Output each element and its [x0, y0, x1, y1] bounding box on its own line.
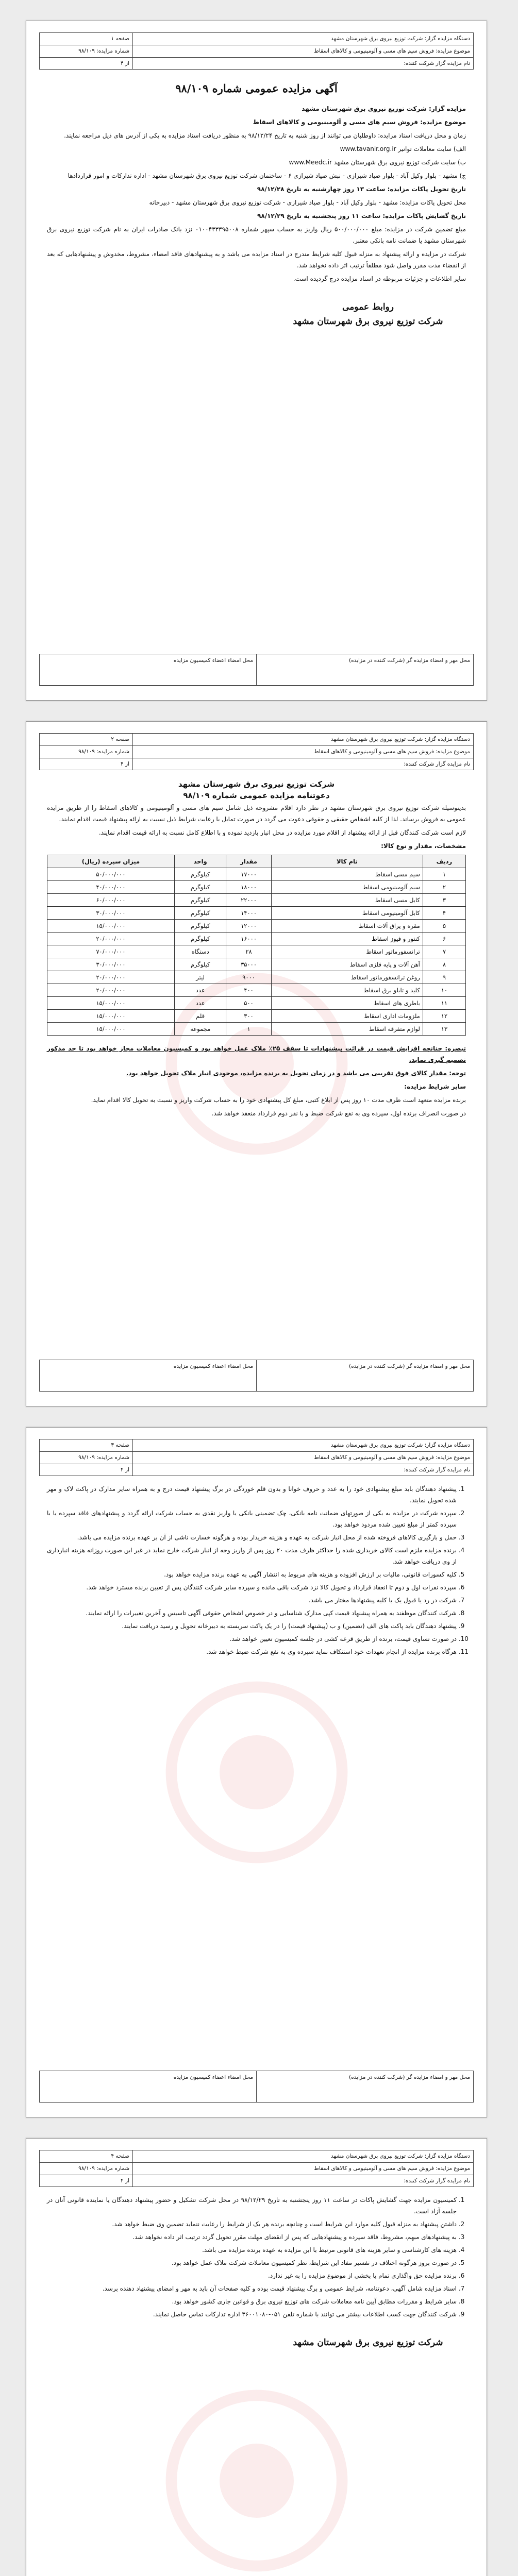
list-item: 8. شرکت کنندگان موظفند به همراه پیشنهاد قیمت کپی مدارک شناسایی و در خصوص اشخاص حقوقی آگهی تاسیس و آخرین تغییرات را ارائه نمایند.: [47, 1607, 457, 1619]
page-title: آگهی مزایده عمومی شماره ۹۸/۱۰۹: [175, 82, 338, 95]
table-row: [47, 971, 466, 984]
table-cell: کابل آلومینیومی اسقاط: [271, 907, 423, 920]
table-row: [47, 958, 466, 971]
table-cell: ۲۰/۰۰۰/۰۰۰: [47, 971, 175, 984]
signature-box: [39, 654, 474, 686]
table-cell: کیلوگرم: [174, 894, 226, 907]
table-cell: ۵۰۰: [226, 997, 271, 1010]
table-cell: لوازم متفرقه اسقاط: [271, 1023, 423, 1036]
list-item: 6. برنده مزایده حق واگذاری تمام یا بخشی از موضوع مزایده را به غیر ندارد.: [47, 2270, 457, 2281]
table-cell: ۱۵/۰۰۰/۰۰۰: [47, 920, 175, 933]
signature-box: [39, 2071, 474, 2103]
bidder-name: نام مزایده گزار شرکت کننده:: [404, 60, 470, 66]
watermark-icon: [164, 1680, 349, 1865]
page-1: [26, 21, 487, 701]
paragraph: الف) سایت معاملات توانیر www.tavanir.org.ir: [340, 145, 466, 152]
tender-number: شماره مزایده: ۹۸/۱۰۹: [40, 746, 132, 758]
table-caption: مشخصات، مقدار و نوع کالا:: [381, 842, 466, 850]
list-item: 8. سایر شرایط و مقررات مطابق آیین نامه معاملات شرکت های توزیع نیروی برق و قوانین جاری کشور خواهد بود.: [47, 2296, 457, 2307]
note: تبصره: چنانچه افزایش قیمت در قرائت پیشنهادات تا سقف ۲۵٪ ملاک عمل خواهد بود و کمیسیون معاملات مجاز خواهد بود تا حد مذکور تصمیم گیری نماید.: [47, 1045, 466, 1063]
table-row: [47, 984, 466, 997]
table-row: [47, 907, 466, 920]
invitation-heading: دعوتنامه مزایده عمومی شماره ۹۸/۱۰۹: [183, 791, 330, 800]
page-4: [26, 2138, 487, 2576]
table-cell: ۳۵۰۰۰: [226, 958, 271, 971]
table-cell: ۴۰۰: [226, 984, 271, 997]
table-cell: کلید و تابلو برق اسقاط: [271, 984, 423, 997]
table-cell: ۶۰/۰۰۰/۰۰۰: [47, 894, 175, 907]
table-cell: ۵: [423, 920, 465, 933]
table-cell: ۲۲۰۰۰: [226, 894, 271, 907]
org-name: دستگاه مزایده گزار: شرکت توزیع نیروی برق شهرستان مشهد: [133, 734, 473, 746]
paragraph: تاریخ تحویل پاکات مزایده: ساعت ۱۳ روز چهارشنبه به تاریخ ۹۸/۱۲/۲۸: [257, 185, 466, 193]
table-cell: قلم: [174, 1010, 226, 1023]
column-header: مقدار: [226, 855, 271, 868]
conditions-list: [47, 1483, 466, 1657]
table-row: [47, 920, 466, 933]
table-cell: ۴: [423, 907, 465, 920]
paragraph: تاریخ گشایش پاکات مزایده: ساعت ۱۱ روز پنجشنبه به تاریخ ۹۸/۱۲/۲۹: [257, 212, 466, 219]
table-cell: ۵۰/۰۰۰/۰۰۰: [47, 868, 175, 881]
paragraph: محل تحویل پاکات مزایده: مشهد - بلوار وکیل آباد - بلوار صیاد شیرازی - شرکت توزیع نیروی برق شهرستان مشهد - دبیرخانه: [149, 199, 466, 206]
watermark-icon: [164, 2388, 349, 2573]
table-cell: کیلوگرم: [174, 958, 226, 971]
table-cell: سیم مسی اسقاط: [271, 868, 423, 881]
bidder-signature: محل مهر و امضاء مزایده گر (شرکت کننده در مزایده): [256, 654, 473, 685]
list-item: 5. در صورت بروز هرگونه اختلاف در تفسیر مفاد این شرایط، نظر کمیسیون معاملات شرکت ملاک عمل خواهد بود.: [47, 2257, 457, 2268]
table-cell: ۷: [423, 945, 465, 958]
table-cell: ۸: [423, 958, 465, 971]
paragraph: لازم است شرکت کنندگان قبل از ارائه پیشنهاد از اقلام مورد مزایده در محل انبار بازدید نموده و با اطلاع کامل نسبت به ارائه قیمت اقدام نمایند.: [98, 829, 466, 836]
page-content: [47, 2194, 466, 2350]
list-item: 10. در صورت تساوی قیمت، برنده از طریق قرعه کشی در جلسه کمیسیون تعیین خواهد شد.: [47, 1633, 457, 1645]
table-cell: لیتر: [174, 971, 226, 984]
list-item: 6. سپرده نفرات اول و دوم تا انعقاد قرارداد و تحویل کالا نزد شرکت باقی مانده و سپرده سایر شرکت کنندگان پس از تعیین برنده مسترد خواهد شد.: [47, 1582, 457, 1593]
page-number: صفحه ۳: [40, 1439, 132, 1452]
list-item: 4. برنده مزایده ملزم است کالای خریداری شده را حداکثر ظرف مدت ۲۰ روز پس از واریز وجه از انبار شرکت خارج نماید در غیر این صورت روزانه هزینه انبارداری از وی دریافت خواهد شد.: [47, 1545, 457, 1567]
table-cell: کیلوگرم: [174, 868, 226, 881]
table-row: [47, 997, 466, 1010]
closing-company-name: شرکت توزیع نیروی برق شهرستان مشهد: [293, 2337, 443, 2348]
conditions-title: سایر شرایط مزایده:: [404, 1083, 466, 1090]
page-header: [39, 32, 474, 70]
bidder-signature: محل مهر و امضاء مزایده گر (شرکت کننده در مزایده): [256, 2071, 473, 2102]
table-row: [47, 1010, 466, 1023]
table-cell: کیلوگرم: [174, 907, 226, 920]
table-cell: ۷۰/۰۰۰/۰۰۰: [47, 945, 175, 958]
column-header: ردیف: [423, 855, 465, 868]
page-header: [39, 1439, 474, 1476]
table-row: [47, 868, 466, 881]
table-cell: ترانسفورماتور اسقاط: [271, 945, 423, 958]
page-count: از ۴: [121, 60, 129, 66]
org-name: دستگاه مزایده گزار: شرکت توزیع نیروی برق شهرستان مشهد: [133, 1439, 473, 1452]
public-relations-stamp: [291, 300, 445, 329]
page-content: [47, 77, 466, 329]
paragraph: سایر اطلاعات و جزئیات مربوطه در اسناد مزایده درج گردیده است.: [293, 275, 466, 282]
org-name: دستگاه مزایده گزار: شرکت توزیع نیروی برق شهرستان مشهد: [133, 33, 473, 45]
signature-box: [39, 1360, 474, 1392]
bidder-name: نام مزایده گزار شرکت کننده:: [404, 761, 470, 767]
table-cell: ۶: [423, 933, 465, 945]
list-item: 3. به پیشنهادهای مبهم، مشروط، فاقد سپرده و پیشنهادهایی که پس از انقضای مهلت مقرر تحویل گردد ترتیب اثر داده نخواهد شد.: [47, 2231, 457, 2243]
table-cell: ۲: [423, 881, 465, 894]
page-count: از ۴: [121, 761, 129, 767]
list-item: 4. هزینه های کارشناسی و سایر هزینه های قانونی مرتبط با این مزایده به عهده برنده مزایده می باشد.: [47, 2244, 457, 2256]
tender-number: شماره مزایده: ۹۸/۱۰۹: [40, 45, 132, 58]
subject: موضوع مزایده: فروش سیم های مسی و آلومینیومی و کالاهای اسقاط: [133, 2163, 473, 2175]
page-number: صفحه ۴: [40, 2150, 132, 2163]
conditions-list: [47, 2194, 466, 2320]
table-cell: عدد: [174, 997, 226, 1010]
table-cell: سیم آلومینیومی اسقاط: [271, 881, 423, 894]
table-cell: عدد: [174, 984, 226, 997]
list-item: 1. پیشنهاد دهندگان باید مبلغ پیشنهادی خود را به عدد و حروف خوانا و بدون قلم خوردگی در برگ پیشنهاد قیمت درج و به همراه سایر مدارک در پاکت لاک و مهر شده تحویل نمایند.: [47, 1483, 457, 1506]
paragraph: مبلغ تضمین شرکت در مزایده: مبلغ ۵۰۰/۰۰۰/۰۰۰ ریال واریز به حساب سپهر شماره ۰۱۰۰۴۳۳۳۹۵۰۰۸ نزد بانک صادرات ایران به نام شرکت توزیع نیروی برق شهرستان مشهد یا ضمانت نامه بانکی معتبر.: [47, 226, 466, 244]
table-cell: کنتور و فیوز اسقاط: [271, 933, 423, 945]
paragraph: شرکت در مزایده و ارائه پیشنهاد به منزله قبول کلیه شرایط مندرج در اسناد مزایده می باشد و به پیشنهادهای فاقد امضاء، مشروط، مخدوش و پیشنهادهایی که بعد از انقضاء مدت مقرر واصل شود مطلقاً ترتیب اثر داده نخواهد شد.: [47, 250, 466, 269]
table-cell: کابل مسی اسقاط: [271, 894, 423, 907]
table-cell: ۲۰/۰۰۰/۰۰۰: [47, 984, 175, 997]
table-cell: ملزومات اداری اسقاط: [271, 1010, 423, 1023]
page-2: [26, 721, 487, 1406]
table-cell: ۴۰/۰۰۰/۰۰۰: [47, 881, 175, 894]
commission-signature: محل امضاء اعضاء کمیسیون مزایده: [173, 1363, 253, 1369]
paragraph: مزایده گزار: شرکت توزیع نیروی برق شهرستان مشهد: [302, 105, 466, 112]
paragraph: موضوع مزایده: فروش سیم های مسی و آلومینیومی و کالاهای اسقاط: [253, 118, 466, 126]
table-cell: ۳۰/۰۰۰/۰۰۰: [47, 958, 175, 971]
stamp-line: شرکت توزیع نیروی برق شهرستان مشهد: [293, 316, 443, 327]
table-row: [47, 881, 466, 894]
table-cell: ۹: [423, 971, 465, 984]
subject: موضوع مزایده: فروش سیم های مسی و آلومینیومی و کالاهای اسقاط: [133, 1452, 473, 1464]
list-item: 1. کمیسیون مزایده جهت گشایش پاکات در ساعت ۱۱ روز پنجشنبه به تاریخ ۹۸/۱۲/۲۹ در محل شرکت تشکیل و حضور پیشنهاد دهندگان یا نماینده قانونی آنان در جلسه آزاد است.: [47, 2194, 457, 2217]
column-header: واحد: [174, 855, 226, 868]
list-item: 2. داشتن پیشنهاد به منزله قبول کلیه موارد این شرایط است و چنانچه برنده هر یک از شرایط را رعایت ننماید تضمین وی ضبط خواهد شد.: [47, 2218, 457, 2230]
list-item: 7. اسناد مزایده شامل آگهی، دعوتنامه، شرایط عمومی و برگ پیشنهاد قیمت بوده و کلیه صفحات آن باید به مهر و امضای پیشنهاد دهنده برسد.: [47, 2283, 457, 2294]
page-3: [26, 1427, 487, 2117]
bidder-name: نام مزایده گزار شرکت کننده:: [404, 2178, 470, 2184]
table-cell: ۱: [423, 868, 465, 881]
table-header-row: [47, 855, 466, 868]
table-cell: ۱۰: [423, 984, 465, 997]
bidder-name: نام مزایده گزار شرکت کننده:: [404, 1467, 470, 1473]
table-cell: ۹۰۰۰: [226, 971, 271, 984]
table-row: [47, 894, 466, 907]
table-cell: آهن آلات و پایه فلزی اسقاط: [271, 958, 423, 971]
table-cell: مجموعه: [174, 1023, 226, 1036]
table-cell: باطری های اسقاط: [271, 997, 423, 1010]
table-cell: روغن ترانسفورماتور اسقاط: [271, 971, 423, 984]
stamp-line: روابط عمومی: [342, 302, 394, 312]
table-cell: ۱۶۰۰۰: [226, 933, 271, 945]
table-cell: مقره و یراق آلات اسقاط: [271, 920, 423, 933]
page-number: صفحه ۱: [40, 33, 132, 45]
page-number: صفحه ۲: [40, 734, 132, 746]
list-item: 9. پیشنهاد دهندگان باید پاکت های الف (تضمین) و ب (پیشنهاد قیمت) را در یک پاکت سربسته به دبیرخانه تحویل و رسید دریافت نمایند.: [47, 1620, 457, 1632]
table-cell: دستگاه: [174, 945, 226, 958]
table-cell: ۱۵/۰۰۰/۰۰۰: [47, 997, 175, 1010]
paragraph: ج) مشهد - بلوار وکیل آباد - بلوار صیاد شیرازی - نبش صیاد شیرازی ۶ - ساختمان شرکت توزیع نیروی برق شهرستان مشهد - اداره تدارکات و امور قراردادها: [68, 172, 466, 179]
table-cell: ۲۸: [226, 945, 271, 958]
page-header: [39, 2150, 474, 2187]
table-cell: ۳۰۰: [226, 1010, 271, 1023]
page-content: [47, 777, 466, 1121]
page-count: از ۴: [121, 1467, 129, 1473]
paragraph: برنده مزایده متعهد است ظرف مدت ۱۰ روز پس از ابلاغ کتبی، مبلغ کل پیشنهادی خود را به حساب شرکت واریز و نسبت به تحویل کالا اقدام نماید.: [91, 1096, 466, 1104]
tender-number: شماره مزایده: ۹۸/۱۰۹: [40, 2163, 132, 2175]
subject: موضوع مزایده: فروش سیم های مسی و آلومینیومی و کالاهای اسقاط: [133, 746, 473, 758]
page-content: [47, 1483, 466, 1659]
paragraph: بدینوسیله شرکت توزیع نیروی برق شهرستان مشهد در نظر دارد اقلام مشروحه ذیل شامل سیم های مسی و آلومینیومی و کالاهای اسقاط را از طریق مزایده عمومی به فروش برساند. لذا از کلیه اشخاص حقیقی و حقوقی دعوت می گردد در صورت تمایل با رعایت شرایط ذیل نسبت به ارائه پیشنهاد قیمت اقدام نمایند.: [47, 804, 466, 823]
table-cell: ۱۵/۰۰۰/۰۰۰: [47, 1023, 175, 1036]
paragraph: در صورت انصراف برنده اول، سپرده وی به نفع شرکت ضبط و با نفر دوم قرارداد منعقد خواهد شد.: [211, 1110, 466, 1117]
table-cell: کیلوگرم: [174, 920, 226, 933]
list-item: 7. شرکت در رد یا قبول یک یا کلیه پیشنهادها مختار می باشد.: [47, 1595, 457, 1606]
items-table: [47, 855, 466, 1036]
table-cell: ۱۸۰۰۰: [226, 881, 271, 894]
subject: موضوع مزایده: فروش سیم های مسی و آلومینیومی و کالاهای اسقاط: [133, 45, 473, 58]
table-cell: ۱۷۰۰۰: [226, 868, 271, 881]
bidder-signature: محل مهر و امضاء مزایده گر (شرکت کننده در مزایده): [256, 1360, 473, 1391]
paragraph: زمان و محل دریافت اسناد مزایده: داوطلبان می توانند از روز شنبه به تاریخ ۹۸/۱۲/۲۴ به منظور دریافت اسناد مزایده به یکی از آدرس های ذیل مراجعه نمایند.: [64, 132, 466, 139]
list-item: 9. شرکت کنندگان جهت کسب اطلاعات بیشتر می توانند با شماره تلفن ۰۵۱-۳۶۰۰۱۰۸۰ اداره تدارکات تماس حاصل نمایند.: [47, 2309, 457, 2320]
table-cell: ۲۰/۰۰۰/۰۰۰: [47, 933, 175, 945]
company-heading: شرکت توزیع نیروی برق شهرستان مشهد: [178, 779, 335, 789]
list-item: 11. هرگاه برنده مزایده از انجام تعهدات خود استنکاف نماید سپرده وی به نفع شرکت ضبط خواهد شد.: [47, 1646, 457, 1657]
list-item: 5. کلیه کسورات قانونی، مالیات بر ارزش افزوده و هزینه های مربوط به انتشار آگهی به عهده برنده مزایده خواهد بود.: [47, 1569, 457, 1580]
table-cell: ۱۵/۰۰۰/۰۰۰: [47, 1010, 175, 1023]
tender-number: شماره مزایده: ۹۸/۱۰۹: [40, 1452, 132, 1464]
table-row: [47, 1023, 466, 1036]
table-row: [47, 933, 466, 945]
paragraph: ب) سایت شرکت توزیع نیروی برق شهرستان مشهد www.Meedc.ir: [289, 159, 466, 166]
table-cell: ۱۳: [423, 1023, 465, 1036]
column-header: نام کالا: [271, 855, 423, 868]
org-name: دستگاه مزایده گزار: شرکت توزیع نیروی برق شهرستان مشهد: [133, 2150, 473, 2163]
table-cell: ۱: [226, 1023, 271, 1036]
table-cell: ۱۴۰۰۰: [226, 907, 271, 920]
table-cell: کیلوگرم: [174, 933, 226, 945]
table-body: [47, 868, 466, 1036]
list-item: 3. حمل و بارگیری کالاهای فروخته شده از محل انبار شرکت به عهده و هزینه خریدار بوده و هرگونه خسارت ناشی از آن بر عهده برنده مزایده می باشد.: [47, 1532, 457, 1543]
page-header: [39, 733, 474, 770]
note: توجه: مقدار کالای فوق تقریبی می باشد و در زمان تحویل به برنده مزایده، موجودی انبار ملاک تحویل خواهد بود.: [126, 1070, 466, 1077]
list-item: 2. سپرده شرکت در مزایده به یکی از صورتهای ضمانت نامه بانکی، چک تضمینی بانکی یا واریز نقدی به حساب شرکت ارائه گردد و پیشنهادهای فاقد سپرده یا با سپرده کمتر از مبلغ تعیین شده مردود خواهد بود.: [47, 1507, 457, 1530]
table-row: [47, 945, 466, 958]
page-count: از ۴: [121, 2178, 129, 2184]
table-cell: ۳: [423, 894, 465, 907]
table-cell: ۱۲: [423, 1010, 465, 1023]
column-header: میزان سپرده (ریال): [47, 855, 175, 868]
table-cell: ۳۰/۰۰۰/۰۰۰: [47, 907, 175, 920]
table-cell: ۱۲۰۰۰: [226, 920, 271, 933]
table-cell: ۱۱: [423, 997, 465, 1010]
table-cell: کیلوگرم: [174, 881, 226, 894]
commission-signature: محل امضاء اعضاء کمیسیون مزایده: [173, 657, 253, 664]
commission-signature: محل امضاء اعضاء کمیسیون مزایده: [173, 2074, 253, 2080]
